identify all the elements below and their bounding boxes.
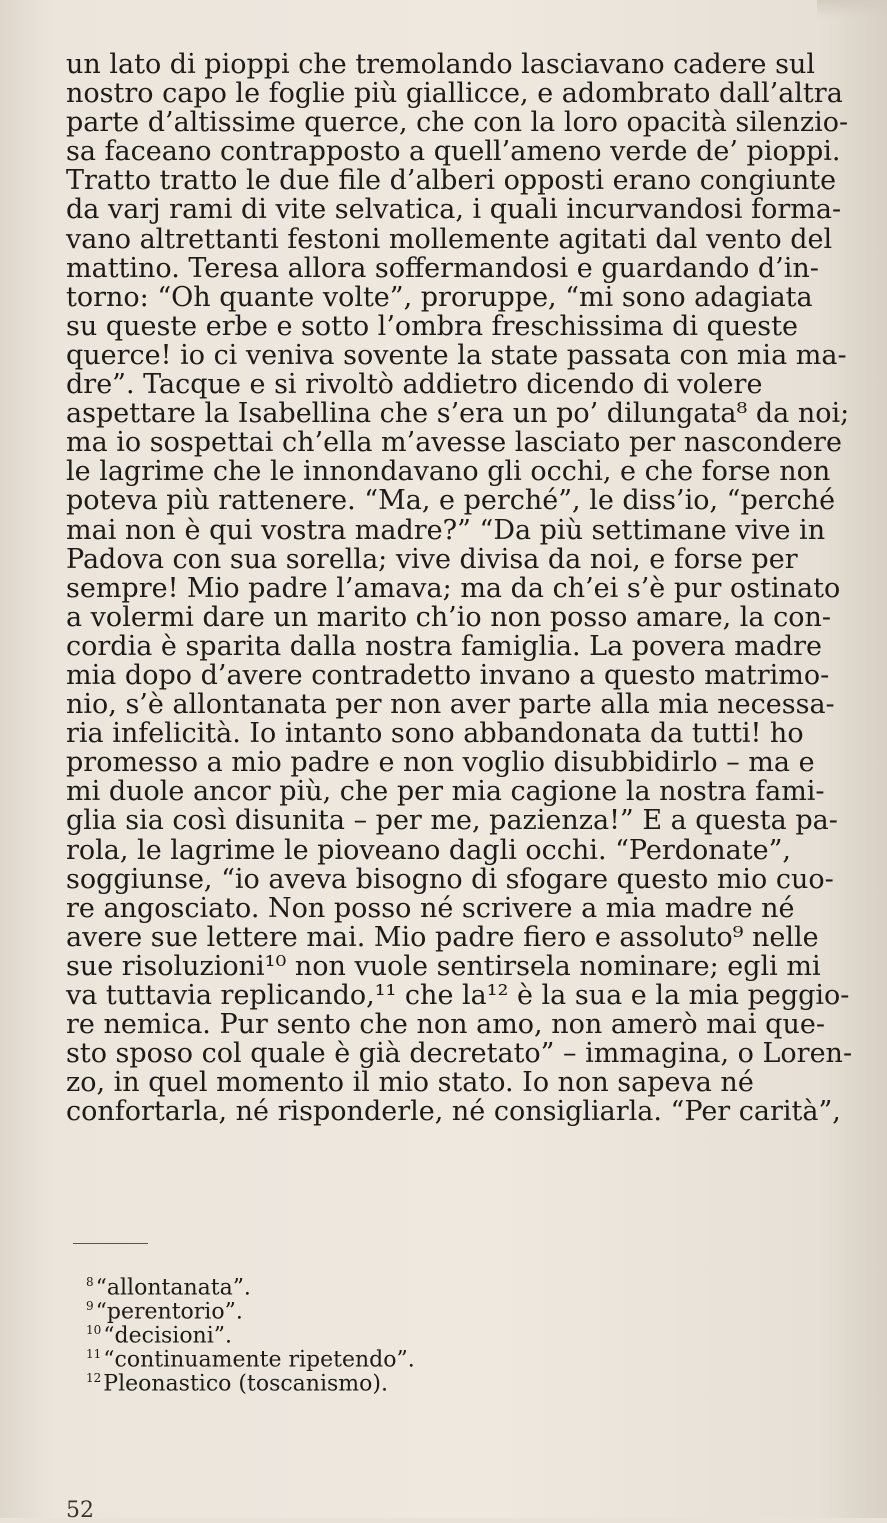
footnote-text: “perentorio”. bbox=[95, 1299, 243, 1325]
text-line: poteva più rattenere. “Ma, e perché”, le diss’io, “perché bbox=[66, 485, 836, 517]
footnote-number: 12 bbox=[86, 1371, 102, 1385]
text-line: re nemica. Pur sento che non amo, non amerò mai que- bbox=[66, 1009, 825, 1041]
text-line: promesso a mio padre e non voglio disubbidirlo – ma e bbox=[66, 747, 815, 779]
text-line: un lato di pioppi che tremolando lasciavano cadere sul bbox=[66, 49, 815, 80]
text-line: ma io sospettai ch’ella m’avesse lasciato per nascondere bbox=[66, 427, 842, 459]
footnote-number: 9 bbox=[86, 1299, 94, 1313]
text-line: mia dopo d’avere contradetto invano a questo matrimo- bbox=[66, 659, 830, 691]
page-corner-shadow bbox=[817, 0, 887, 18]
footnote-text: “allontanata”. bbox=[95, 1275, 251, 1301]
footnote-text: “continuamente ripetendo”. bbox=[103, 1347, 415, 1373]
text-line: nio, s’è allontanata per non aver parte alla mia necessa- bbox=[66, 689, 835, 721]
footnote-number: 10 bbox=[86, 1323, 102, 1337]
page-number: 52 bbox=[66, 1498, 94, 1523]
text-line: sto sposo col quale è già decretato” – immagina, o Loren- bbox=[66, 1038, 853, 1070]
text-line: va tuttavia replicando,¹¹ che la¹² è la sua e la mia peggio- bbox=[66, 980, 850, 1011]
text-line: nostro capo le foglie più giallicce, e adombrato dall’altra bbox=[66, 78, 843, 110]
footnote bbox=[86, 1342, 415, 1373]
text-line: torno: “Oh quante volte”, proruppe, “mi sono adagiata bbox=[66, 281, 813, 313]
footnote bbox=[86, 1318, 415, 1349]
footnote-text: Pleonastico (toscanismo). bbox=[103, 1371, 388, 1397]
text-line: mi duole ancor più, che per mia cagione la nostra fami- bbox=[66, 776, 825, 808]
text-line: ria infelicità. Io intanto sono abbandonata da tutti! ho bbox=[66, 718, 804, 750]
text-line: parte d’altissime querce, che con la loro opacità silenzio- bbox=[66, 107, 849, 139]
text-line: da varj rami di vite selvatica, i quali incurvandosi forma- bbox=[66, 194, 842, 226]
footnote-number: 8 bbox=[86, 1275, 94, 1289]
text-line: Padova con sua sorella; vive divisa da noi, e forse per bbox=[66, 543, 798, 575]
text-line: su queste erbe e sotto l’ombra freschissima di queste bbox=[66, 310, 798, 342]
text-line: dre”. Tacque e si rivoltò addietro dicendo di volere bbox=[66, 369, 763, 401]
text-line: vano altrettanti festoni mollemente agitati dal vento del bbox=[66, 223, 833, 255]
text-line: sempre! Mio padre l’amava; ma da ch’ei s’è pur ostinato bbox=[66, 572, 841, 604]
footnote bbox=[86, 1366, 415, 1397]
text-line: mai non è qui vostra madre?” “Da più settimane vive in bbox=[66, 514, 826, 546]
text-line: mattino. Teresa allora soffermandosi e guardando d’in- bbox=[66, 252, 819, 284]
footnote-text: “decisioni”. bbox=[103, 1323, 233, 1349]
text-line: sa faceano contrapposto a quell’ameno verde de’ pioppi. bbox=[66, 136, 841, 168]
text-line: soggiunse, “io aveva bisogno di sfogare questo mio cuo- bbox=[66, 863, 834, 895]
text-line: rola, le lagrime le pioveano dagli occhi. “Perdonate”, bbox=[66, 834, 791, 866]
text-line: le lagrime che le innondavano gli occhi, e che forse non bbox=[66, 456, 831, 488]
text-line: aspettare la Isabellina che s’era un po’ dilungata⁸ da noi; bbox=[66, 398, 850, 430]
text-line: avere sue lettere mai. Mio padre fiero e assoluto⁹ nelle bbox=[66, 921, 819, 953]
footnote bbox=[86, 1270, 415, 1301]
footnote-separator bbox=[73, 1243, 148, 1244]
text-line: re angosciato. Non posso né scrivere a mia madre né bbox=[66, 892, 795, 924]
text-line: querce! io ci veniva sovente la state passata con mia ma- bbox=[66, 339, 847, 371]
text-line: sue risoluzioni¹⁰ non vuole sentirsela nominare; egli mi bbox=[66, 950, 821, 982]
text-line: confortarla, né risponderle, né consigliarla. “Per carità”, bbox=[66, 1096, 841, 1128]
text-line: a volermi dare un marito ch’io non posso amare, la con- bbox=[66, 601, 831, 633]
footnotes bbox=[86, 1270, 415, 1397]
text-line: cordia è sparita dalla nostra famiglia. La povera madre bbox=[66, 630, 822, 662]
footnote-number: 11 bbox=[86, 1347, 102, 1361]
text-line: Tratto tratto le due file d’alberi opposti erano congiunte bbox=[66, 165, 837, 197]
text-line: zo, in quel momento il mio stato. Io non sapeva né bbox=[66, 1067, 754, 1099]
main-text-block bbox=[66, 50, 887, 1126]
text-line: glia sia così disunita – per me, pazienza!” E a questa pa- bbox=[66, 805, 838, 837]
